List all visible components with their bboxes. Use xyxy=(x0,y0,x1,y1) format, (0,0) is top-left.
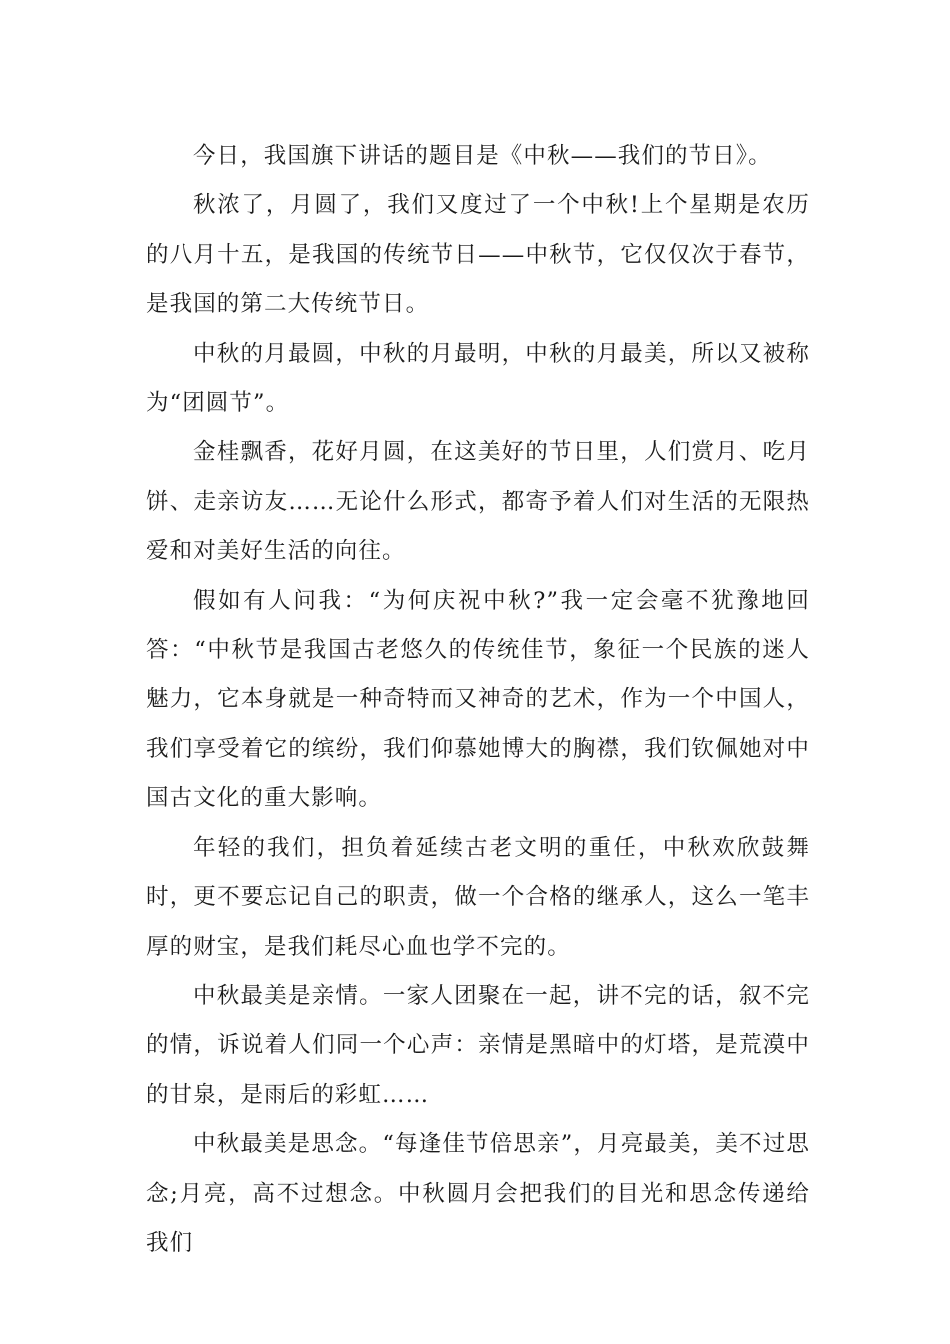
paragraph-7: 中秋最美是亲情。一家人团聚在一起，讲不完的话，叙不完的情，诉说着人们同一个心声：亲情是黑暗中的灯塔，是荒漠中的甘泉，是雨后的彩虹…… xyxy=(146,982,810,1108)
document-body xyxy=(146,132,810,1268)
paragraph-5: 假如有人问我：“为何庆祝中秋?”我一定会毫不犹豫地回答：“中秋节是我国古老悠久的传统佳节，象征一个民族的迷人魅力，它本身就是一种奇特而又神奇的艺术，作为一个中国人，我们享受着它的缤纷，我们仰慕她博大的胸襟，我们钦佩她对中国古文化的重大影响。 xyxy=(146,587,810,812)
paragraph-6: 年轻的我们，担负着延续古老文明的重任，中秋欢欣鼓舞时，更不要忘记自己的职责，做一个合格的继承人，这么一笔丰厚的财宝，是我们耗尽心血也学不完的。 xyxy=(146,834,810,960)
paragraph-1: 今日，我国旗下讲话的题目是《中秋——我们的节日》。 xyxy=(193,143,772,169)
paragraph-4: 金桂飘香，花好月圆，在这美好的节日里，人们赏月、吃月饼、走亲访友……无论什么形式，都寄予着人们对生活的无限热爱和对美好生活的向往。 xyxy=(146,439,810,565)
paragraph-2: 秋浓了，月圆了，我们又度过了一个中秋!上个星期是农历的八月十五，是我国的传统节日——中秋节，它仅仅次于春节，是我国的第二大传统节日。 xyxy=(146,192,810,318)
paragraph-8: 中秋最美是思念。“每逢佳节倍思亲”，月亮最美，美不过思念;月亮，高不过想念。中秋圆月会把我们的目光和思念传递给我们 xyxy=(146,1131,810,1256)
paragraph-3: 中秋的月最圆，中秋的月最明，中秋的月最美，所以又被称为“团圆节”。 xyxy=(146,340,810,417)
